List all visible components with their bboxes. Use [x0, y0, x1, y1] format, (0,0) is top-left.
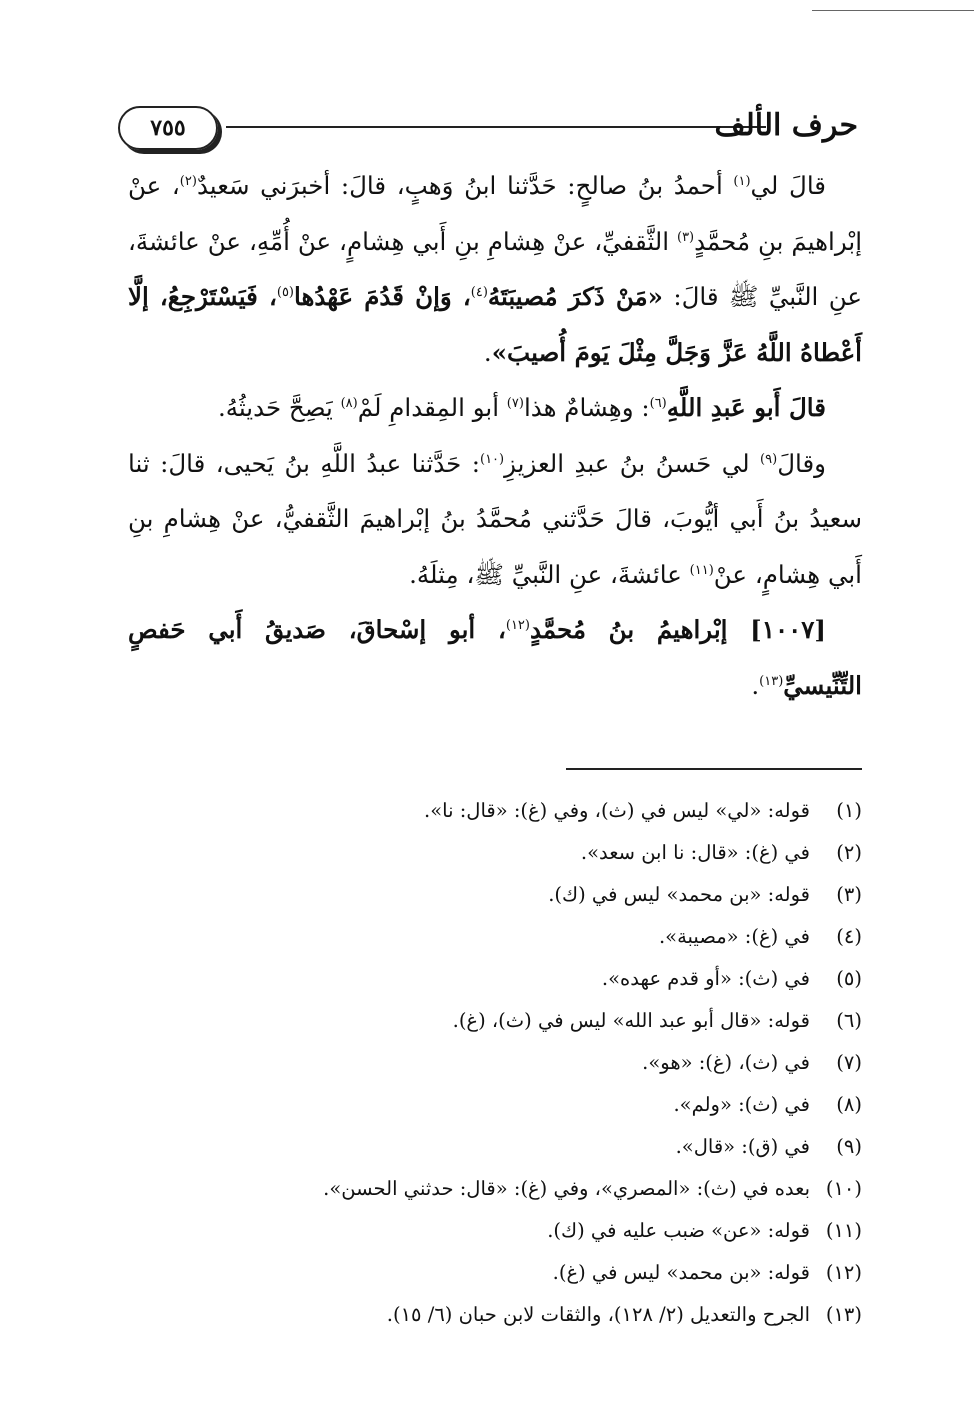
commentary-paragraph — [128, 380, 862, 436]
footnote-ref: (٣) — [676, 229, 695, 245]
footnote-number: (٦) — [836, 1009, 862, 1032]
footnote-number: (٩) — [836, 1135, 862, 1158]
footnote-text: الجرح والتعديل (٢/ ١٢٨)، والثقات لابن حبان (٦/ ١٥). — [386, 1303, 810, 1326]
footnote-item — [200, 916, 862, 958]
text-run: وقالَ — [777, 448, 826, 478]
footnote-ref: (٩) — [760, 451, 778, 467]
text-run: أبو المِقدامِ لَمْ — [357, 393, 507, 422]
page-number: ٧٥٥ — [150, 115, 186, 141]
footnote-number: (١٠) — [825, 1177, 862, 1200]
footnote-number: (٣) — [836, 883, 862, 906]
footnote-text: في (ث)، (غ): «هو». — [642, 1051, 810, 1074]
header-rule — [226, 126, 766, 128]
footnote-item — [200, 1042, 862, 1084]
main-text — [128, 158, 862, 713]
hadith-text: ، وَإنْ قَدُمَ عَهْدُها — [294, 282, 471, 311]
footnote-number: (١٣) — [825, 1303, 862, 1326]
footnote-item — [200, 790, 862, 832]
footnote-item — [200, 1252, 862, 1294]
footnote-ref: (١٣) — [759, 673, 784, 689]
footnote-item — [200, 1000, 862, 1042]
footnote-text: في (ق): «قال». — [675, 1135, 810, 1158]
footnote-number: (٥) — [836, 967, 862, 990]
footnote-text: قوله: «لي» ليس في (ث)، وفي (غ): «قال: نا». — [424, 799, 810, 822]
footnote-ref: (٨) — [340, 395, 358, 411]
footnote-ref: (١٢) — [505, 617, 530, 633]
text-run: لي حَسنُ بنُ عبدِ العزيزِ — [504, 448, 761, 478]
footnote-ref: (٧) — [506, 395, 524, 411]
text-run: : وهِشامٌ هذا — [523, 393, 650, 422]
footnote-ref: (٤) — [470, 284, 488, 300]
entry-title: ، أبو إسْحاقَ، صَديقُ أَبي حَفصٍ التِّنِّيسيِّ — [128, 615, 862, 700]
footnote-item — [200, 1168, 862, 1210]
text-run: عائشةَ، عنِ النَّبيِّ ﷺ، مِثلَهُ. — [409, 559, 690, 589]
entry-title: [١٠٠٧] إبْراهيمُ بنُ مُحمَّدٍ — [530, 615, 827, 644]
page-number-badge — [118, 106, 218, 150]
author-label: قالَ أَبو عَبدِ اللَّهِ — [666, 393, 826, 422]
hadith-paragraph — [128, 158, 862, 380]
text-run: يَصِحَّ حَديثُهُ. — [217, 393, 341, 422]
footnote-ref: (٢) — [179, 173, 197, 189]
footnote-text: قوله: «بن محمد» ليس في (ك). — [548, 883, 810, 906]
footnote-ref: (٥) — [276, 284, 294, 300]
entry-heading — [128, 602, 862, 713]
footnote-separator — [566, 768, 862, 770]
footnote-item — [200, 958, 862, 1000]
footnote-number: (٤) — [836, 925, 862, 948]
footnote-number: (١١) — [825, 1219, 862, 1242]
text-run: الثَّقفيِّ، عنْ هِشامِ بنِ أَبي هِشامٍ، عنْ أُمِّهِ، عنْ عائشةَ، عنِ النَّبيِّ ﷺ قالَ: — [128, 226, 862, 311]
footnote-number: (١٢) — [825, 1261, 862, 1284]
footnote-text: في (غ): «قال: نا ابن سعد». — [580, 841, 810, 864]
footnote-number: (١) — [836, 799, 862, 822]
chapter-title: حرف الألف — [714, 108, 858, 143]
footnote-text: قوله: «عن» ضبب عليه في (ك). — [547, 1219, 810, 1242]
top-corner-rule — [812, 10, 974, 11]
text-run: أحمدُ بنُ صالحٍ: حَدَّثنا ابنُ وَهبٍ، قالَ: أخبرَني سَعيدٌ — [196, 171, 734, 200]
footnote-ref: (١٠) — [480, 451, 505, 467]
footnotes — [200, 790, 862, 1336]
text-run: قالَ لي — [750, 171, 826, 200]
footnote-item — [200, 1210, 862, 1252]
chain-paragraph — [128, 436, 862, 603]
page-header — [118, 102, 858, 160]
footnote-text: في (غ): «مصيبة». — [658, 925, 810, 948]
footnote-number: (٨) — [836, 1093, 862, 1116]
footnote-ref: (٦) — [649, 395, 667, 411]
footnote-text: في (ث): «أو قدم عهده». — [601, 967, 810, 990]
footnote-number: (٧) — [836, 1051, 862, 1074]
hadith-text: «مَنْ ذَكرَ مُصيبَتَهُ — [487, 282, 663, 311]
footnote-item — [200, 874, 862, 916]
footnote-text: قوله: «قال أبو عبد الله» ليس في (ث)، (غ). — [452, 1009, 810, 1032]
text-run: . — [751, 670, 760, 700]
text-run: . — [483, 337, 492, 367]
footnote-text: قوله: «بن محمد» ليس في (غ). — [552, 1261, 810, 1284]
footnote-text: في (ث): «ولم». — [673, 1093, 810, 1116]
footnote-ref: (١) — [733, 173, 751, 189]
footnote-item — [200, 1084, 862, 1126]
footnote-ref: (١١) — [689, 562, 714, 578]
footnote-text: بعده في (ث): «المصري»، وفي (غ): «قال: حدثني الحسن». — [323, 1177, 810, 1200]
footnote-item — [200, 832, 862, 874]
footnote-item — [200, 1294, 862, 1336]
text-run: : حَدَّثنا عبدُ اللَّهِ بنُ يَحيى، قالَ: ثنا سعيدُ بنُ أَبي أيُّوبَ، قالَ حَدَّثني مُحمَّدُ بنُ إبْراهيمَ الثَّقفيُّ، عنْ هِشامِ بنِ أَبي هِشامٍ، عنْ — [128, 448, 862, 589]
footnote-number: (٢) — [836, 841, 862, 864]
hadith-text: ، فَيَسْتَرْجِعُ، إلَّا أَعْطاهُ اللَّهُ عَزَّ وَجَلَّ مِثْلَ يَومَ أُصيبَ» — [128, 282, 862, 367]
text-run: ، عنْ إبْراهيمَ بنِ مُحمَّدٍ — [128, 171, 863, 256]
footnote-item — [200, 1126, 862, 1168]
